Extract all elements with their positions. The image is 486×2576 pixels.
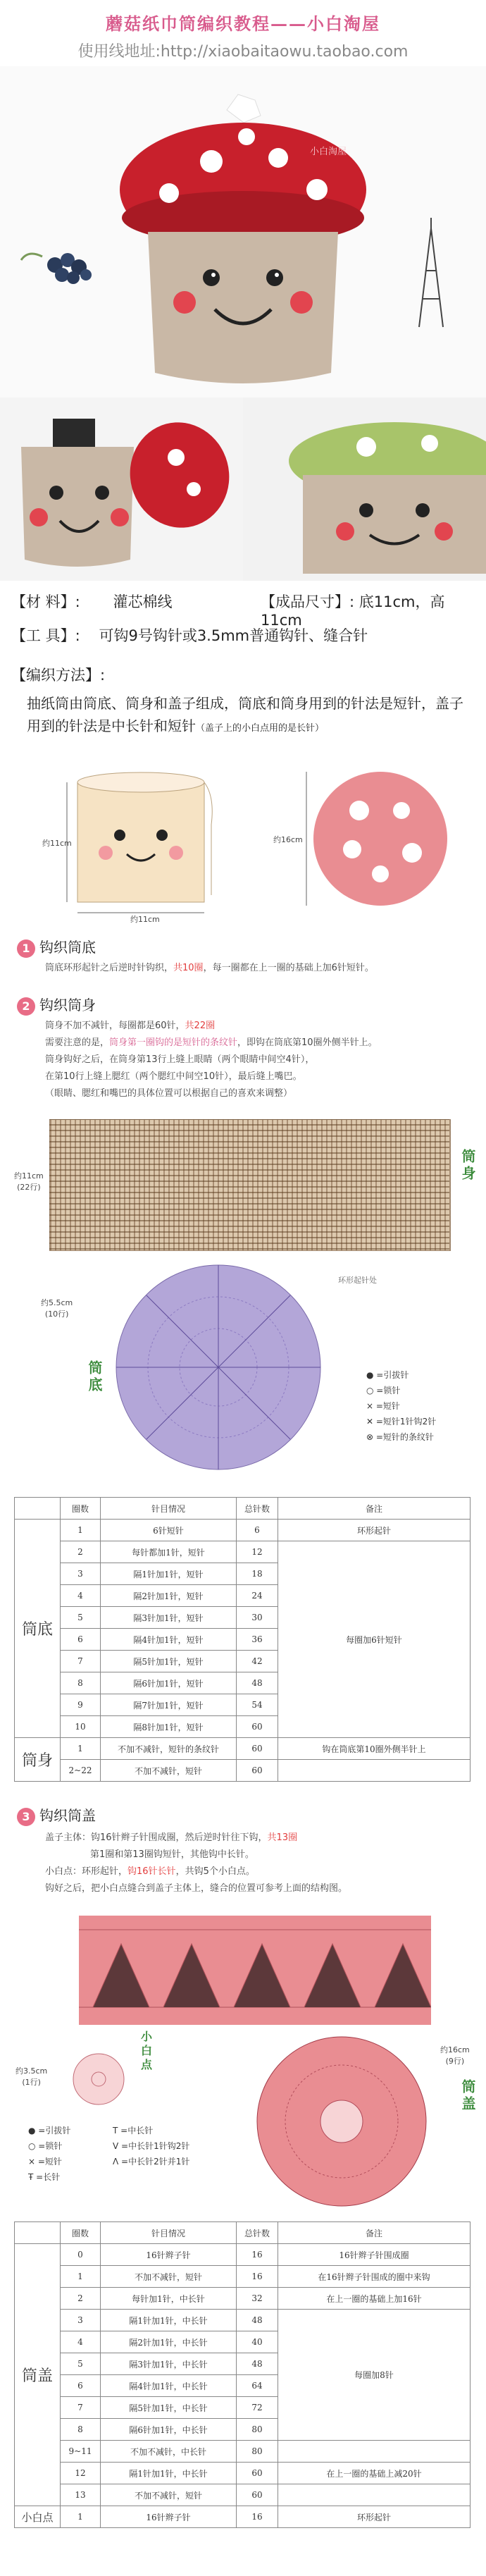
table-row: 13 不加不减针，短针 60 [15, 2484, 471, 2506]
svg-text:小白淘屋: 小白淘屋 [310, 147, 347, 157]
method-desc-note: （盖子上的小白点用的是长针） [196, 723, 325, 734]
table-row: 7 隔5针加1针，中长针 72 [15, 2397, 471, 2419]
table-row: 9 隔7针加1针，短针 54 [15, 1694, 471, 1716]
table-row: 8 隔6针加1针，短针 48 [15, 1672, 471, 1694]
base-size-note: 约5.5cm (10行) [41, 1298, 73, 1319]
step3-title: 钩织筒盖 [39, 1807, 96, 1824]
start-note: 环形起针处 [338, 1276, 377, 1285]
step3-number: 3 [17, 1808, 35, 1826]
lid-label: 筒盖 [459, 2079, 476, 2113]
base-stitch-chart [106, 1262, 331, 1473]
materials-row [11, 591, 172, 612]
material-label: 【材 料】: [11, 593, 80, 610]
table-row: 5 隔3针加1针，中长针 48 [15, 2353, 471, 2375]
body-stitch-rows [49, 1119, 449, 1250]
tools-value: 可钩9号钩针或3.5mm普通钩针、缝合针 [99, 627, 368, 644]
base-body-table: 圈数 针目情况 总针数 备注 筒底 1 6针短针 6 环形起针 2 每针都加1针，短针 12 每圈加6针短针 3 隔1针加1针，短针 18 4 隔2针加1针，短针 24 5 隔3针加1针，短针 30 6 隔4针加1针，短针 36 7 隔5针加1针，短针 42 8 隔6针加1针，短针 48 9 隔7针加1针，短针 54 10 隔8针加1针，短针 60 筒身 1 不加不减针，短针的条纹针 60 钩在筒底第10圈外侧半针上 2~22 不加不减针，短针 60 [14, 1497, 471, 1782]
table-row: 4 隔2针加1针，短针 24 [15, 1585, 471, 1607]
svg-text:约11cm: 约11cm [130, 915, 160, 923]
body-label: 筒身 [459, 1149, 476, 1183]
body-height-note: 约11cm (22行) [14, 1171, 44, 1192]
table-row: 10 隔8针加1针，短针 60 [15, 1716, 471, 1738]
legend-single-crochet: × =短针 [366, 1401, 400, 1411]
material-value: 灌芯棉线 [113, 593, 173, 610]
tools-label: 【工 具】: [11, 627, 80, 644]
table-row: 筒身 1 不加不减针，短针的条纹针 60 钩在筒底第10圈外侧半针上 [15, 1738, 471, 1760]
base-label: 筒底 [86, 1360, 103, 1394]
step3-heading [17, 1804, 96, 1826]
dot-size-note: 约3.5cm (1行) [15, 2066, 48, 2087]
table-row: 4 隔2针加1针，中长针 40 [15, 2331, 471, 2353]
legend1 [366, 1367, 436, 1445]
step2-heading [17, 994, 96, 1016]
table-row: 3 隔1针加1针，短针 18 [15, 1563, 471, 1585]
structure-diagram [0, 768, 486, 923]
legend-increase: ✕ =短针1针钩2针 [366, 1417, 437, 1426]
table-row: 3 隔1针加1针，中长针 48 每圈加8针 [15, 2310, 471, 2331]
method-description [27, 692, 471, 740]
step3-text: 盖子主体：钩16针辫子针围成圈，然后逆时针往下钩，共13圈 第1圈和第13圈钩短针，其他钩中长针。 小白点：环形起针，钩16针长针，共钩5个小白点。 钩好之后，把小白点缝合到盖子主体上，缝合的位置可参考上面的结构图。 [45, 1832, 348, 1894]
table-row: 12 隔1针加1针，中长针 60 在上一圈的基础上减20针 [15, 2463, 471, 2484]
legend2: ● =引拔针 ○ =锁针 × =短针 Ŧ =长针 [28, 2126, 71, 2182]
legend-striped: ⊗ =短针的条纹针 [366, 1432, 434, 1442]
table-row: 6 隔4针加1针，中长针 64 [15, 2375, 471, 2397]
table-row: 筒底 1 6针短针 6 环形起针 [15, 1520, 471, 1541]
method-desc-main: 抽纸筒由筒底、筒身和盖子组成，筒底和筒身用到的针法是短针，盖子用到的针法是中长针和短针 [27, 695, 463, 734]
svg-text:约16cm: 约16cm [273, 835, 303, 844]
table-row: 2 每针加1针，中长针 32 在上一圈的基础上加16针 [15, 2288, 471, 2310]
svg-text:约11cm: 约11cm [42, 839, 72, 848]
step2-number: 2 [17, 997, 35, 1016]
table-row: 2 每针都加1针，短针 12 每圈加6针短针 [15, 1541, 471, 1563]
table-row: 2~22 不加不减针，短针 60 [15, 1760, 471, 1782]
size-row [261, 591, 486, 629]
tools-row [11, 624, 368, 646]
step1-heading [17, 936, 96, 958]
dot-label: 小白点 [141, 2030, 153, 2071]
table-row: 6 隔4针加1针，短针 36 [15, 1629, 471, 1651]
method-label: 【编织方法】: [11, 667, 106, 684]
table-row: 8 隔6针加1针，中长针 80 [15, 2419, 471, 2441]
step1-title: 钩织筒底 [39, 939, 96, 956]
product-photos [0, 66, 486, 581]
shop-url[interactable]: 使用线地址:http://xiaobaitaowu.taobao.com [77, 43, 409, 61]
table-row: 筒盖 0 16针辫子针 16 16针辫子针围成圈 [15, 2244, 471, 2266]
table-row: 9~11 不加不减针，中长针 80 [15, 2441, 471, 2463]
page-title: 蘑菇纸巾筒编织教程——小白淘屋 [106, 13, 380, 34]
table-row: 1 不加不减针，短针 16 在16针辫子针围成的圈中来钩 [15, 2266, 471, 2288]
legend-slip-stitch: ● =引拔针 [366, 1370, 409, 1380]
lid-stitch-pattern [79, 1916, 431, 2025]
step1-number: 1 [17, 939, 35, 958]
legend2-col2: T =中长针 V =中长针1针钩2针 Λ =中长针2针并1针 [113, 2126, 190, 2167]
lid-size-note: 约16cm (9行) [440, 2045, 470, 2066]
size-value: 底11cm，高11cm [261, 593, 445, 629]
dot-stitch-chart [56, 2047, 141, 2118]
size-label: 【成品尺寸】: [261, 593, 355, 610]
lid-round-chart [232, 2030, 451, 2213]
lid-table: 圈数 针目情况 总针数 备注 筒盖 0 16针辫子针 16 16针辫子针围成圈 1 不加不减针，短针 16 在16针辫子针围成的圈中来钩 2 每针加1针，中长针 32 在上一圈的基础上加16针 3 隔1针加1针，中长针 48 每圈加8针 4 隔2针加1针，中长针 40 5 隔3针加1针，中长针 48 6 隔4针加1针，中长针 64 7 隔5针加1针，中长针 72 8 隔6针加1针，中长针 80 9~11 不加不减针，中长针 80 12 隔1针加1针，中长针 60 在上一圈的基础上减20针 13 不加不减针，短针 60 小白点 1 16针辫子针 16 环形起针 [14, 2221, 471, 2528]
step2-text: 筒身不加不减针，每圈都是60针，共22圈 需要注意的是，筒身第一圈钩的是短针的条纹针，即钩在筒底第10圈外侧半针上。 筒身钩好之后，在筒身第13行上缝上眼睛（两个眼睛中间空4针）， 在第10行上缝上腮红（两个腮红中间空10针），最后缝上嘴巴。 （眼睛、腮红和嘴巴的具体位置可以根据自己的喜欢来调整） [45, 1021, 378, 1099]
legend-chain: ○ =锁针 [366, 1386, 401, 1395]
table-row: 5 隔3针加1针，短针 30 [15, 1607, 471, 1629]
table-row: 小白点 1 16针辫子针 16 环形起针 [15, 2506, 471, 2528]
step2-title: 钩织筒身 [39, 997, 96, 1013]
step1-text: 筒底环形起针之后逆时针钩织，共10圈，每一圈都在上一圈的基础上加6针短针。 [45, 963, 374, 973]
table-row: 7 隔5针加1针，短针 42 [15, 1651, 471, 1672]
